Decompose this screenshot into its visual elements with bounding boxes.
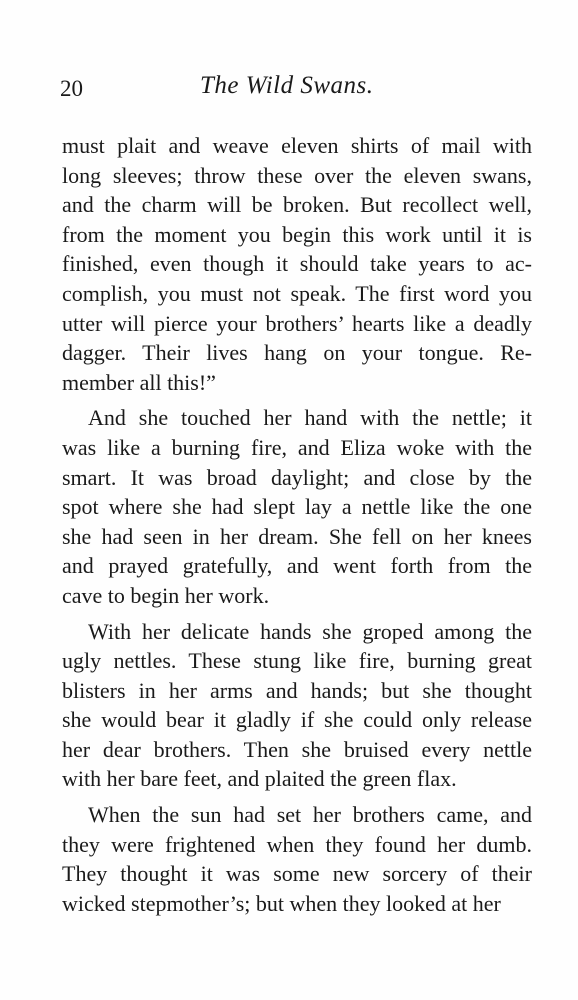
text-line: her dear brothers. Then she bruised every nettle [62, 736, 532, 762]
text-line: cave to begin her work. [62, 582, 270, 608]
text-line: utter will pierce your brothers’ hearts like a deadly [62, 310, 532, 336]
text-line: And she touched her hand with the nettle; it [88, 405, 532, 431]
paragraph [62, 617, 532, 795]
text-line: with her bare feet, and plaited the green flax. [62, 766, 457, 792]
text-line: They thought it was some new sorcery of their [62, 861, 532, 887]
text-line: and prayed gratefully, and went forth from the [62, 553, 532, 579]
text-line: long sleeves; throw these over the eleven swans, [62, 162, 532, 188]
text-line: she would bear it gladly if she could only release [62, 707, 532, 733]
text-line: she had seen in her dream. She fell on her knees [62, 523, 532, 549]
text-line: wicked stepmother’s; but when they looked at her [62, 890, 501, 916]
text-line: blisters in her arms and hands; but she thought [62, 677, 532, 703]
text-line: must plait and weave eleven shirts of mail with [62, 133, 532, 158]
text-line: from the moment you begin this work until it is [62, 221, 532, 247]
paragraph [62, 403, 532, 610]
text-line: finished, even though it should take years to ac- [62, 251, 532, 277]
body-text [62, 131, 532, 924]
page-header [60, 72, 530, 112]
text-line: and the charm will be broken. But recollect well, [62, 192, 532, 218]
paragraph [62, 131, 532, 397]
text-line: was like a burning fire, and Eliza woke with the [62, 434, 532, 460]
text-line: With her delicate hands she groped among the [88, 618, 532, 644]
text-line: ugly nettles. These stung like fire, burning great [62, 648, 532, 674]
text-line: complish, you must not speak. The first word you [62, 280, 532, 306]
page-number: 20 [60, 76, 83, 101]
running-title: The Wild Swans. [200, 72, 374, 99]
text-line: spot where she had slept lay a nettle like the one [62, 494, 532, 520]
text-line: member all this!” [62, 369, 216, 395]
text-line: they were frightened when they found her dumb. [62, 831, 532, 857]
text-line: smart. It was broad daylight; and close by the [62, 464, 532, 490]
text-line: When the sun had set her brothers came, and [88, 802, 532, 828]
paragraph [62, 800, 532, 918]
text-line: dagger. Their lives hang on your tongue. Re- [62, 340, 532, 366]
